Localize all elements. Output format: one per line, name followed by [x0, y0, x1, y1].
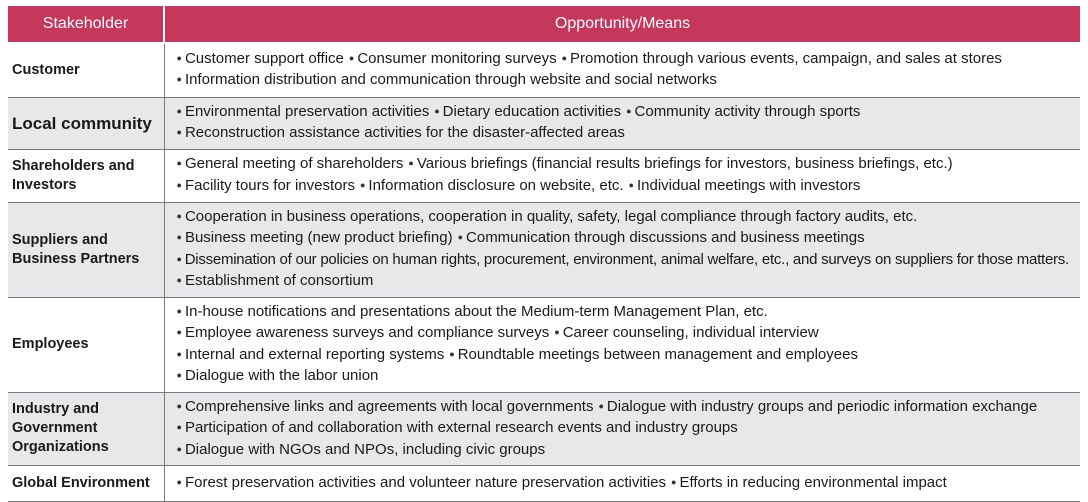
item-line: [177, 123, 1081, 145]
item-line: [177, 176, 1081, 198]
stakeholder-name: Industry and Government Organizations: [8, 392, 164, 466]
item-line: [177, 323, 1081, 345]
stakeholder-name: Global Environment: [8, 466, 164, 502]
stakeholder-name: Suppliers and Business Partners: [8, 202, 164, 297]
list-item: ● Dissemination of our policies on human rights, procurement, environment, animal welfare, etc., and surveys on suppliers for those matters.: [177, 251, 1069, 268]
stakeholder-name: Customer: [8, 43, 164, 97]
item-line: [177, 418, 1081, 440]
row-customer: [8, 43, 1080, 97]
list-item: ● Reconstruction assistance activities for the disaster-affected areas: [177, 124, 625, 141]
item-line: [177, 154, 1081, 176]
opportunity-cell: [164, 43, 1080, 97]
list-item: ● Efforts in reducing environmental impact: [671, 474, 947, 491]
opportunity-cell: [164, 202, 1080, 297]
list-item: ● Participation of and collaboration with external research events and industry groups: [177, 419, 738, 436]
row-global-environment: [8, 466, 1080, 502]
opportunity-cell: [164, 466, 1080, 502]
list-item: ● Business meeting (new product briefing): [177, 229, 453, 246]
list-item: ● In-house notifications and presentations about the Medium-term Management Plan, etc.: [177, 303, 768, 320]
list-item: ● Individual meetings with investors: [629, 177, 861, 194]
list-item: ● Dialogue with NGOs and NPOs, including civic groups: [177, 441, 546, 458]
list-item: ● Promotion through various events, campaign, and sales at stores: [562, 50, 1002, 67]
row-shareholders: [8, 149, 1080, 202]
row-employees: [8, 297, 1080, 392]
item-line: [177, 70, 1081, 92]
list-item: ● Information disclosure on website, etc.: [360, 177, 624, 194]
item-line: [177, 473, 1081, 495]
list-item: ● Forest preservation activities and volunteer nature preservation activities: [177, 474, 667, 491]
list-item: ● Dialogue with industry groups and periodic information exchange: [598, 398, 1037, 415]
list-item: ● Customer support office: [177, 50, 344, 67]
item-line: [177, 440, 1081, 462]
list-item: ● General meeting of shareholders: [177, 155, 404, 172]
list-item: ● Various briefings (financial results briefings for investors, business briefings, etc.): [408, 155, 952, 172]
item-line: [177, 102, 1081, 124]
row-suppliers: [8, 202, 1080, 297]
list-item: ● Establishment of consortium: [177, 272, 374, 289]
opportunity-cell: [164, 297, 1080, 392]
row-industry-government: [8, 392, 1080, 466]
item-line: [177, 228, 1081, 250]
list-item: ● Dialogue with the labor union: [177, 367, 379, 384]
list-item: ● Dietary education activities: [434, 103, 621, 120]
item-line: [177, 302, 1081, 324]
header-opportunity: Opportunity/Means: [164, 6, 1080, 43]
list-item: ● Consumer monitoring surveys: [349, 50, 557, 67]
list-item: ● Employee awareness surveys and compliance surveys: [177, 324, 550, 341]
opportunity-cell: [164, 97, 1080, 149]
list-item: ● Roundtable meetings between management and employees: [449, 346, 858, 363]
item-line: [177, 207, 1081, 229]
list-item: ● Facility tours for investors: [177, 177, 355, 194]
list-item: ● Comprehensive links and agreements with local governments: [177, 398, 594, 415]
header-stakeholder: Stakeholder: [8, 6, 164, 43]
table-header-row: [8, 6, 1080, 43]
list-item: ● Cooperation in business operations, cooperation in quality, safety, legal compliance through factory audits, etc.: [177, 208, 918, 225]
opportunity-cell: [164, 149, 1080, 202]
item-line: [177, 397, 1081, 419]
stakeholder-table: [8, 6, 1080, 502]
stakeholder-name: Local community: [8, 97, 164, 149]
item-line: [177, 250, 1081, 272]
stakeholder-name: Employees: [8, 297, 164, 392]
list-item: ● Communication through discussions and business meetings: [458, 229, 865, 246]
item-line: [177, 366, 1081, 388]
opportunity-cell: [164, 392, 1080, 466]
list-item: ● Environmental preservation activities: [177, 103, 430, 120]
list-item: ● Information distribution and communication through website and social networks: [177, 71, 717, 88]
item-line: [177, 271, 1081, 293]
stakeholder-name: Shareholders and Investors: [8, 149, 164, 202]
item-line: [177, 49, 1081, 71]
list-item: ● Career counseling, individual interview: [554, 324, 818, 341]
item-line: [177, 345, 1081, 367]
list-item: ● Community activity through sports: [626, 103, 860, 120]
row-local-community: [8, 97, 1080, 149]
list-item: ● Internal and external reporting systems: [177, 346, 445, 363]
